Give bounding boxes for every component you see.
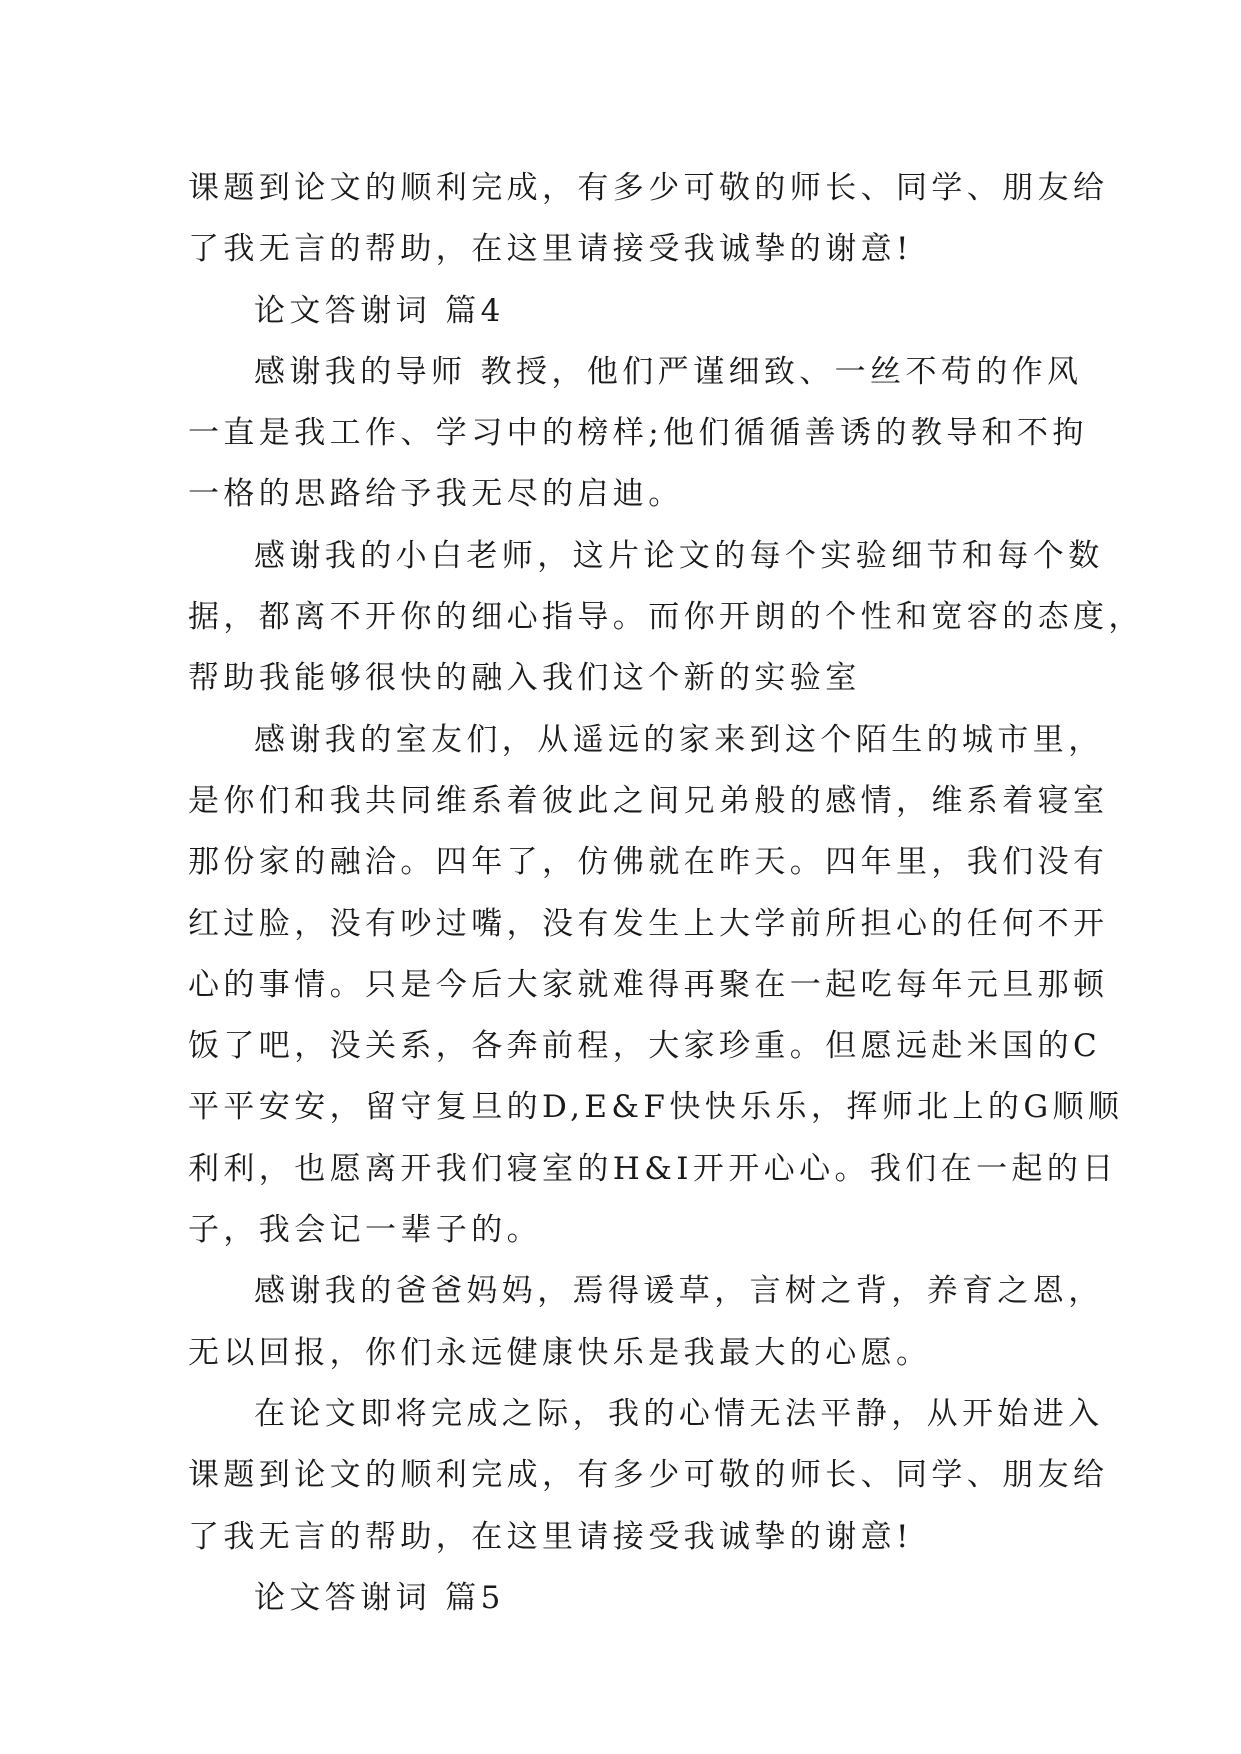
text-line: 据，都离不开你的细心指导。而你开朗的个性和宽容的态度，	[188, 599, 1144, 636]
text-line: 在论文即将完成之际，我的心情无法平静，从开始进入	[254, 1395, 1104, 1432]
text-line: 帮助我能够很快的融入我们这个新的实验室	[188, 660, 861, 697]
text-line: 平平安安，留守复旦的D,E&F快快乐乐，挥师北上的G顺顺	[188, 1089, 1124, 1126]
text-line: 一格的思路给予我无尽的启迪。	[188, 476, 684, 513]
text-line: 无以回报，你们永远健康快乐是我最大的心愿。	[188, 1334, 932, 1371]
text-line: 感谢我的室友们，从遥远的家来到这个陌生的城市里，	[254, 721, 1104, 758]
text-line: 了我无言的帮助，在这里请接受我诚挚的谢意!	[188, 1518, 913, 1555]
text-line: 一直是我工作、学习中的榜样;他们循循善诱的教导和不拘	[188, 415, 1088, 452]
section-heading: 论文答谢词 篇5	[254, 1579, 505, 1616]
text-line: 饭了吧，没关系，各奔前程，大家珍重。但愿远赴米国的C	[188, 1028, 1102, 1065]
text-line: 课题到论文的顺利完成，有多少可敬的师长、同学、朋友给	[188, 1457, 1109, 1494]
section-heading: 论文答谢词 篇4	[254, 292, 505, 329]
text-line: 利利，也愿离开我们寝室的H&I开开心心。我们在一起的日	[188, 1150, 1118, 1187]
text-line: 了我无言的帮助，在这里请接受我诚挚的谢意!	[188, 231, 913, 268]
text-line: 那份家的融洽。四年了，仿佛就在昨天。四年里，我们没有	[188, 844, 1109, 881]
text-line: 感谢我的小白老师，这片论文的每个实验细节和每个数	[254, 537, 1104, 574]
text-line: 感谢我的导师 教授，他们严谨细致、一丝不苟的作风	[254, 353, 1083, 390]
text-line: 心的事情。只是今后大家就难得再聚在一起吃每年元旦那顿	[188, 966, 1109, 1003]
document-body	[188, 158, 1144, 1629]
text-line: 课题到论文的顺利完成，有多少可敬的师长、同学、朋友给	[188, 170, 1109, 206]
text-line: 子，我会记一辈子的。	[188, 1212, 542, 1249]
text-line: 感谢我的爸爸妈妈，焉得谖草，言树之背，养育之恩，	[254, 1273, 1104, 1310]
text-line: 是你们和我共同维系着彼此之间兄弟般的感情，维系着寝室	[188, 782, 1109, 819]
text-line: 红过脸，没有吵过嘴，没有发生上大学前所担心的任何不开	[188, 905, 1109, 942]
